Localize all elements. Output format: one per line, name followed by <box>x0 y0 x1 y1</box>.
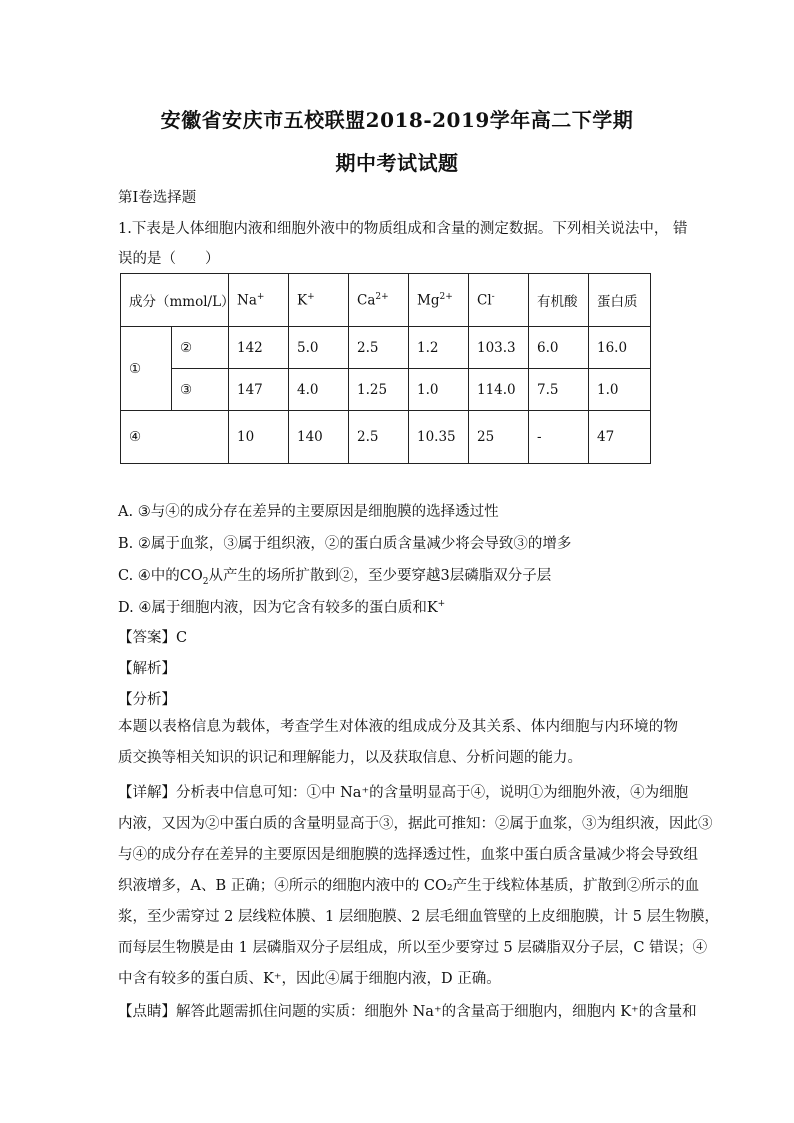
table-cell: 114.0 <box>469 369 529 411</box>
table-cell: 147 <box>229 369 289 411</box>
answer-line: 【答案】C <box>118 630 188 646</box>
header-cell: Na+ <box>229 274 289 327</box>
question-stem-line2: 误的是（ ） <box>118 251 220 267</box>
group-label-cell: ① <box>121 327 172 411</box>
table-cell: 1.25 <box>349 369 409 411</box>
header-cell: K+ <box>289 274 349 327</box>
detail-line: 浆，至少需穿过 2 层线粒体膜、1 层细胞膜、2 层毛细血管壁的上皮细胞膜，计 5 层生物膜， <box>118 909 720 925</box>
table-cell: 142 <box>229 327 289 369</box>
header-cell: $Mg^{2+}$ <box>409 274 469 327</box>
table-cell: 10 <box>229 411 289 464</box>
option-d: D. ④属于细胞内液，因为它含有较多的蛋白质和K+ <box>118 599 446 616</box>
table-row <box>121 369 651 411</box>
fenxi-label: 【分析】 <box>118 692 176 708</box>
table-cell: 25 <box>469 411 529 464</box>
analysis-label: 【解析】 <box>118 661 176 677</box>
table-row <box>121 327 651 369</box>
table-cell: 103.3 <box>469 327 529 369</box>
table-cell: 47 <box>589 411 651 464</box>
section-heading: 第Ⅰ卷选择题 <box>118 190 197 206</box>
document-title-line1: 安徽省安庆市五校联盟2018-2019学年高二下学期 <box>160 108 634 132</box>
option-c: C. ④中的$CO_2$从产生的场所扩散到②，至少要穿越3层磷脂双分子层 <box>118 568 552 587</box>
table-cell: 2.5 <box>349 327 409 369</box>
table-cell: 10.35 <box>409 411 469 464</box>
header-cell: 蛋白质 <box>589 274 651 327</box>
table-cell: 1.0 <box>409 369 469 411</box>
row-label-cell: ③ <box>172 369 229 411</box>
dianjing-line: 【点睛】解答此题需抓住问题的实质：细胞外 Na⁺的含量高于细胞内，细胞内 K⁺的含量和 <box>118 1004 697 1020</box>
row-label-cell: ④ <box>121 411 229 464</box>
detail-line: 与④的成分存在差异的主要原因是细胞膜的选择透过性，血浆中蛋白质含量减少将会导致组 <box>118 847 698 863</box>
table-cell: 1.0 <box>589 369 651 411</box>
table-cell: 16.0 <box>589 327 651 369</box>
row-label-cell: ② <box>172 327 229 369</box>
option-a: A. ③与④的成分存在差异的主要原因是细胞膜的选择透过性 <box>118 504 499 520</box>
option-b: B. ②属于血浆，③属于组织液，②的蛋白质含量减少将会导致③的增多 <box>118 536 572 552</box>
table-cell: 4.0 <box>289 369 349 411</box>
header-cell: 成分（mmol/L） <box>121 274 229 327</box>
detail-line: 而每层生物膜是由 1 层磷脂双分子层组成，所以至少要穿过 5 层磷脂双分子层，C 错误；④ <box>118 940 708 956</box>
table-cell: 140 <box>289 411 349 464</box>
data-table <box>120 273 651 464</box>
header-cell: Cl- <box>469 274 529 327</box>
header-cell: $Ca^{2+}$ <box>349 274 409 327</box>
table-row <box>121 411 651 464</box>
fenxi-paragraph: 本题以表格信息为载体，考查学生对体液的组成成分及其关系、体内细胞与内环境的物质交换等相关知识的识记和理解能力，以及获取信息、分析问题的能力。 <box>118 719 678 766</box>
document-title-line2: 期中考试试题 <box>335 151 459 175</box>
detail-line: 织液增多，A、B 正确；④所示的细胞内液中的 CO₂产生于线粒体基质，扩散到②所示的血 <box>118 878 700 894</box>
table-cell: 5.0 <box>289 327 349 369</box>
detail-line: 【详解】分析表中信息可知：①中 Na⁺的含量明显高于④，说明①为细胞外液，④为细胞 <box>118 785 689 801</box>
table-cell: 7.5 <box>529 369 589 411</box>
table-header-row <box>121 274 651 327</box>
header-cell: 有机酸 <box>529 274 589 327</box>
table-cell: 1.2 <box>409 327 469 369</box>
table-cell: - <box>529 411 589 464</box>
table-cell: 2.5 <box>349 411 409 464</box>
table-cell: 6.0 <box>529 327 589 369</box>
detail-line: 中含有较多的蛋白质、K⁺，因此④属于细胞内液，D 正确。 <box>118 971 501 987</box>
question-stem-line1: 1.下表是人体细胞内液和细胞外液中的物质组成和含量的测定数据。下列相关说法中， 错 <box>118 221 688 237</box>
detail-line: 内液，又因为②中蛋白质的含量明显高于③，据此可推知：②属于血浆，③为组织液，因此③ <box>118 816 713 832</box>
